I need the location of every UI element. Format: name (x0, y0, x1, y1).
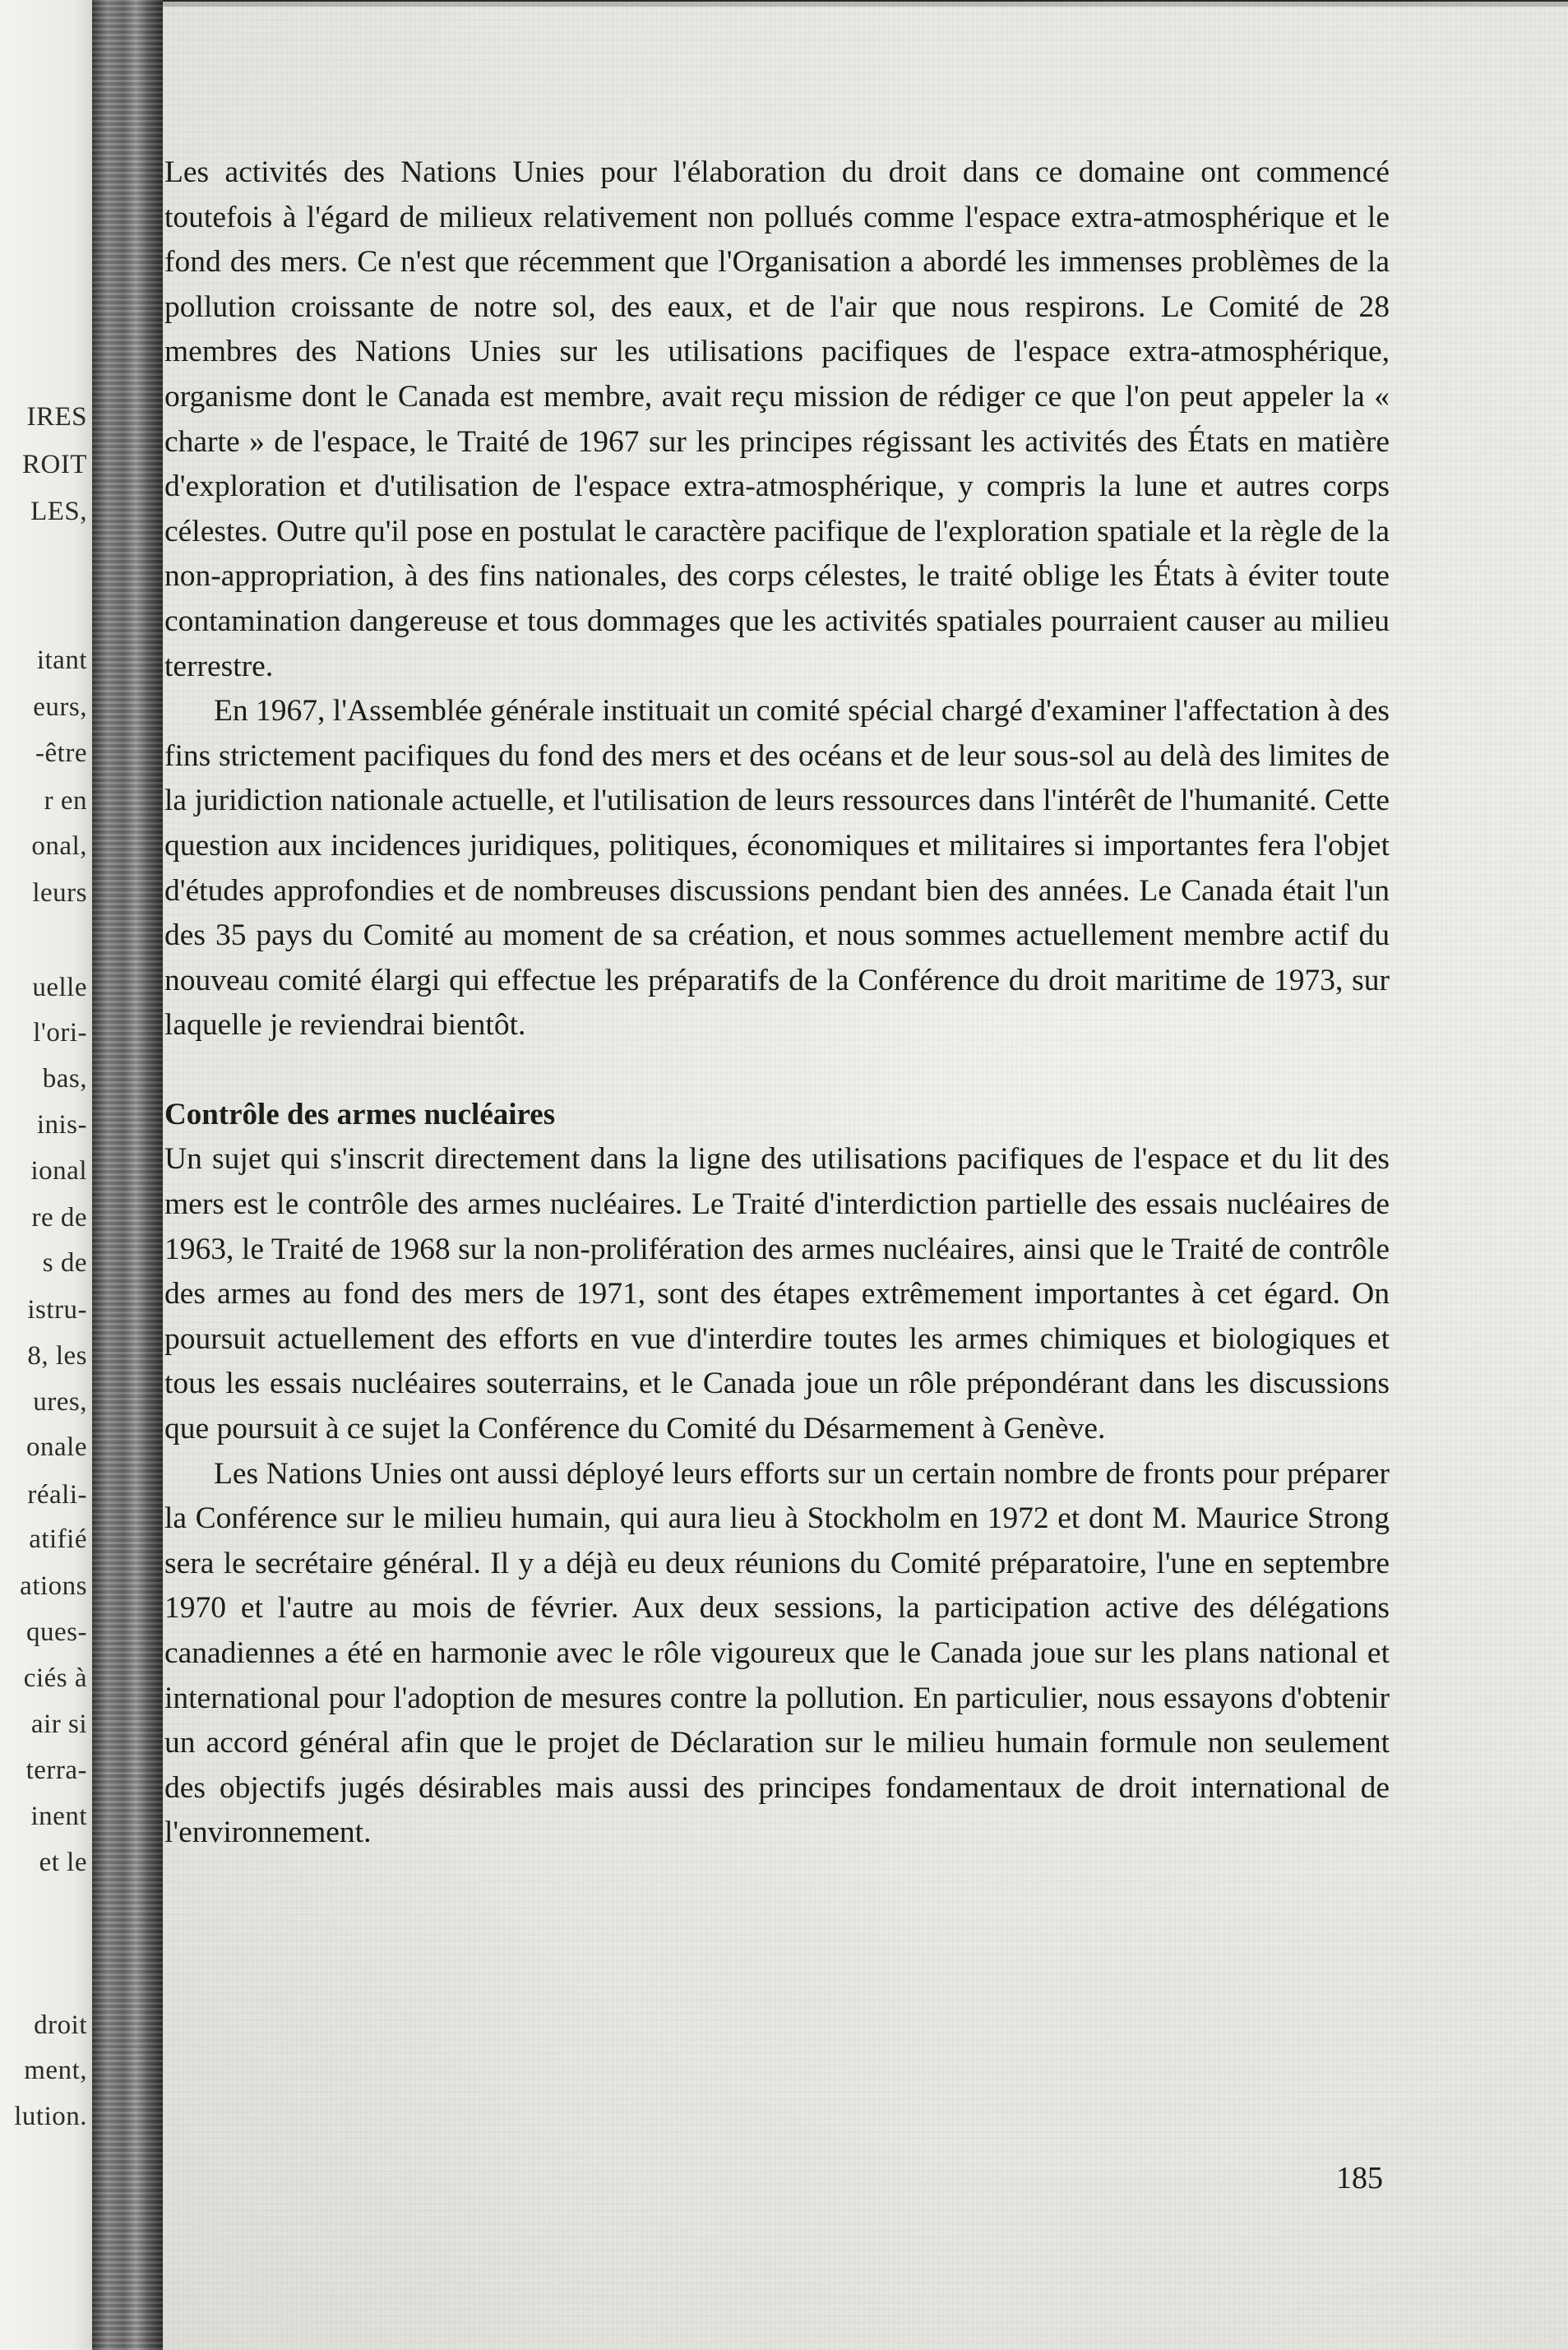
facing-page-line: ques- (26, 1617, 87, 1647)
facing-page-line: -être (35, 738, 87, 768)
facing-page-line: atifié (29, 1524, 87, 1554)
paragraph: Les Nations Unies ont aussi déployé leurs efforts sur un certain nombre de fronts pour préparer la Conférence sur le milieu humain, qui aura lieu à Stockholm en 1972 et dont M. Maurice Strong sera le secrétaire général. Il y a déjà eu deux réunions du Comité préparatoire, l'une en septembre 1970 et l'autre au mois de février. Aux deux sessions, la participation active des délégations canadiennes a été en harmonie avec le rôle vigoureux que le Canada joue sur les plans national et international pour l'adoption de mesures contre la pollution. En particulier, nous essayons d'obtenir un accord général afin que le projet de Déclaration sur le milieu humain formule non seulement des objectifs jugés désirables mais aussi des principes fondamentaux de droit international de l'environnement. (164, 1456, 1390, 1850)
facing-page-line: droit (34, 2010, 87, 2040)
book-binding-gutter (92, 0, 163, 2350)
facing-page-line: re de (31, 1203, 87, 1233)
facing-page-line: itant (36, 645, 87, 675)
page-number: 185 (1336, 2161, 1383, 2195)
facing-page-fragment (0, 0, 92, 2350)
section-spacer (164, 1048, 1390, 1093)
facing-page-line: onal, (31, 831, 87, 861)
facing-page-line: air si (30, 1709, 87, 1739)
facing-page-line: réali- (27, 1480, 87, 1510)
facing-page-line: istru- (27, 1295, 87, 1325)
facing-page-line: inent (30, 1802, 87, 1831)
paragraph: En 1967, l'Assemblée générale instituait un comité spécial chargé d'examiner l'affectation à des fins strictement pacifiques du fond des mers et des océans et de leur sous-sol au delà des limites de la juridiction nationale actuelle, et l'utilisation de leurs ressources dans l'intérêt de l'humanité. Cette question aux incidences juridiques, politiques, économiques et militaires si importantes fera l'objet d'études approfondies et de nombreuses discussions pendant bien des années. Le Canada était l'un des 35 pays du Comité au moment de sa création, et nous sommes actuellement membre actif du nouveau comité élargi qui effectue les préparatifs de la Conférence du droit maritime de 1973, sur laquelle je reviendrai bientôt. (164, 694, 1390, 1043)
facing-page-line: et le (39, 1848, 87, 1877)
facing-page-line: terra- (25, 1756, 87, 1785)
paragraph: Les activités des Nations Unies pour l'élaboration du droit dans ce domaine ont commencé toutefois à l'égard de milieux relativement non pollués comme l'espace extra-atmosphérique et le fond des mers. Ce n'est que récemment que l'Organisation a abordé les immenses problèmes de la pollution croissante de notre sol, des eaux, et de l'air que nous respirons. Le Comité de 28 membres des Nations Unies sur les utilisations pacifiques de l'espace extra-atmosphérique, organisme dont le Canada est membre, avait reçu mission de rédiger ce que l'on peut appeler la « charte » de l'espace, le Traité de 1967 sur les principes régissant les activités des États en matière d'exploration et d'utilisation de l'espace extra-atmosphérique, y compris la lune et autres corps célestes. Outre qu'il pose en postulat le caractère pacifique de l'exploration spatiale et la règle de la non-appropriation, à des fins nationales, des corps célestes, le traité oblige les États à éviter toute contamination dangereuse et tous dommages que les activités spatiales pourraient causer au milieu terrestre. (164, 155, 1390, 683)
top-edge-shadow (0, 0, 1568, 7)
page-body-text (164, 150, 1390, 1856)
facing-page-line: IRES (26, 402, 87, 432)
facing-page-line: ations (20, 1571, 87, 1601)
facing-page-line: 8, les (27, 1341, 87, 1371)
section-heading: Contrôle des armes nucléaires (164, 1097, 556, 1131)
facing-page-line: leurs (32, 878, 87, 908)
facing-page-line: ROIT (22, 450, 87, 479)
facing-page-line: r en (44, 786, 87, 816)
facing-page-line: ment, (24, 2056, 87, 2085)
facing-page-line: eurs, (33, 692, 87, 722)
facing-page-line: onale (26, 1432, 87, 1462)
facing-page-line: ciés à (23, 1663, 87, 1693)
facing-page-line: LES, (30, 497, 87, 526)
facing-page-line: s de (42, 1248, 87, 1278)
facing-page-line: inis- (36, 1110, 87, 1140)
facing-page-line: ures, (33, 1387, 87, 1417)
facing-page-line: uelle (32, 973, 87, 1002)
paragraph: Un sujet qui s'inscrit directement dans la ligne des utilisations pacifiques de l'espace et du lit des mers est le contrôle des armes nucléaires. Le Traité d'interdiction partielle des essais nucléaires de 1963, le Traité de 1968 sur la non-prolifération des armes nucléaires, ainsi que le Traité de contrôle des armes au fond des mers de 1971, sont des étapes extrêmement importantes à cet égard. On poursuit actuellement des efforts en vue d'interdire toutes les armes chimiques et biologiques et tous les essais nucléaires souterrains, et le Canada joue un rôle prépondérant dans les discussions que poursuit à ce sujet la Conférence du Comité du Désarmement à Genève. (164, 1142, 1390, 1446)
facing-page-line: lution. (14, 2102, 87, 2131)
facing-page-line: l'ori- (33, 1018, 87, 1048)
facing-page-line: bas, (42, 1064, 87, 1094)
facing-page-line: ional (30, 1156, 87, 1186)
